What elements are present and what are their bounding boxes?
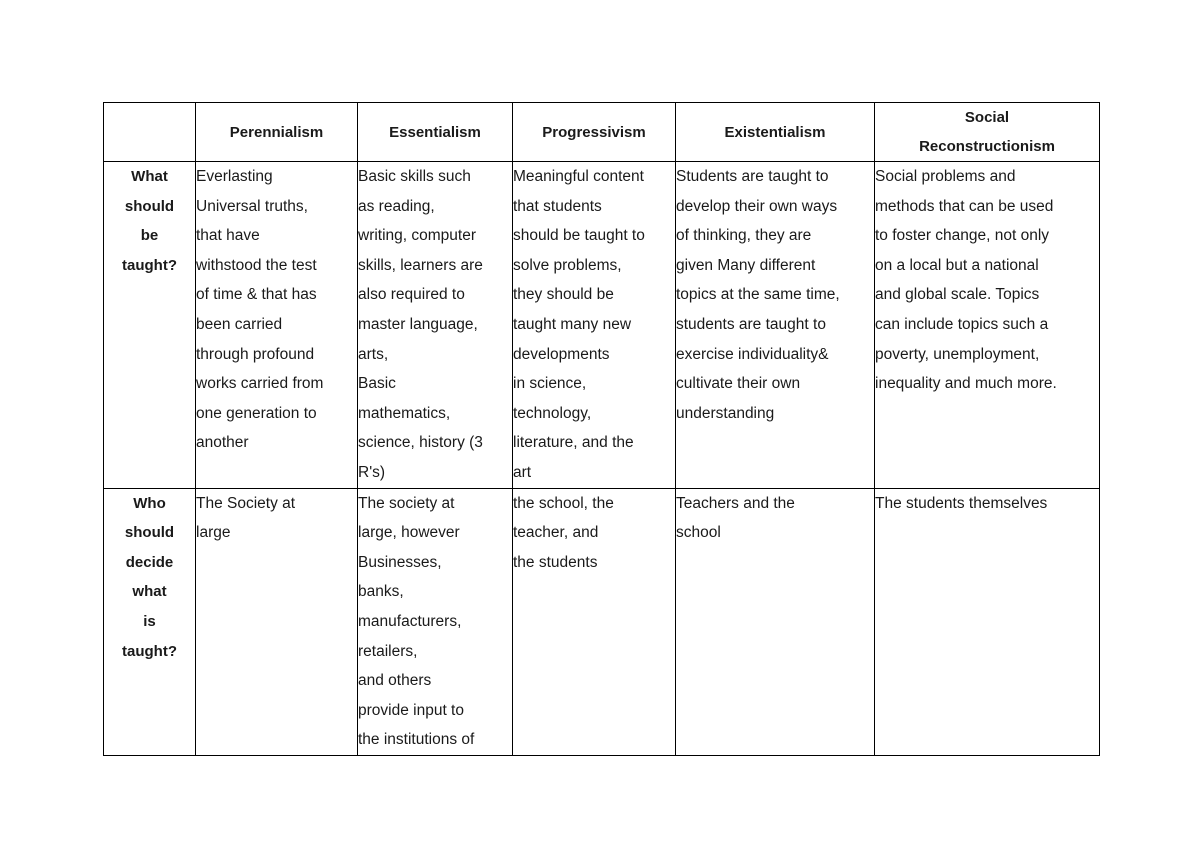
cell-line: taught many new [513,315,632,333]
cell-line: cultivate their own [676,375,801,393]
header-corner-cell [104,103,196,162]
cell-line: through profound [196,345,315,363]
cell-line: Meaningful content [513,168,644,185]
cell-line: developments [513,345,610,363]
header-social-reconstructionism [875,103,1100,162]
cell-line: large [196,524,231,542]
cell-line: students are taught to [676,315,826,333]
cell-line: on a local but a national [875,256,1039,274]
cell-line: can include topics such a [875,315,1049,333]
cell-line: What [131,168,168,185]
cell-existentialism-what [676,162,875,489]
cell-line: also required to [358,286,465,304]
cell-line: Businesses, [358,553,442,571]
row-label-what-should-be-taught [104,162,196,489]
cell-line: teacher, and [513,524,599,542]
cell-line: skills, learners are [358,256,483,274]
cell-line: understanding [676,404,775,422]
cell-line: they should be [513,286,614,304]
cell-line: works carried from [196,375,324,393]
philosophy-comparison-table [103,102,1100,756]
cell-line: Universal truths, [196,197,308,215]
cell-line: inequality and much more. [875,375,1057,393]
cell-line: Who [133,494,166,512]
table-row [104,488,1100,755]
cell-line: manufacturers, [358,612,462,630]
cell-line: school [676,524,721,542]
cell-line: should be taught to [513,227,645,245]
cell-line: the institutions of [358,731,475,749]
cell-line: exercise individuality& [676,345,829,363]
cell-line: master language, [358,315,478,333]
cell-line: arts, [358,345,389,363]
cell-essentialism-what [358,162,513,489]
cell-line: that have [196,227,260,245]
cell-line: should [124,197,175,215]
row-label-who-should-decide [104,488,196,755]
cell-line: the school, the [513,494,614,512]
cell-line: banks, [358,583,404,601]
table-row [104,162,1100,489]
header-existentialism: Existentialism [676,103,875,162]
cell-line: provide input to [358,701,464,719]
header-social-line-2: Reconstructionism [919,138,1055,155]
cell-line: solve problems, [513,256,622,274]
cell-line: Social problems and [875,168,1016,185]
cell-line: decide [125,553,174,571]
cell-line: taught? [122,642,177,660]
cell-perennialism-who [196,488,358,755]
cell-line: mathematics, [358,404,451,422]
cell-line: Everlasting [196,168,273,185]
cell-line: been carried [196,315,283,333]
cell-line: Teachers and the [676,494,795,512]
cell-line: taught? [122,256,177,274]
cell-line: what [132,583,167,601]
cell-line: the students [513,553,598,571]
cell-line: given Many different [676,256,816,274]
cell-line: topics at the same time, [676,286,840,304]
cell-line: methods that can be used [875,197,1054,215]
cell-line: as reading, [358,197,435,215]
cell-line: R's) [358,463,386,481]
cell-line: be [140,227,159,245]
cell-line: one generation to [196,404,317,422]
cell-perennialism-what [196,162,358,489]
cell-line: retailers, [358,642,418,660]
cell-line: Students are taught to [676,168,829,185]
cell-line: large, however [358,524,460,542]
cell-progressivism-who [513,488,676,755]
cell-line: another [196,434,249,452]
cell-line: to foster change, not only [875,227,1050,245]
cell-line: that students [513,197,602,215]
cell-line: of time & that has [196,286,317,304]
cell-line: withstood the test [196,256,317,274]
cell-line: poverty, unemployment, [875,345,1040,363]
cell-line: of thinking, they are [676,227,812,245]
header-social-line-1: Social [964,109,1010,126]
cell-line: Basic skills such [358,168,471,185]
cell-line: and global scale. Topics [875,286,1040,304]
cell-line: should [124,524,175,542]
cell-social-reconstructionism-what [875,162,1100,489]
cell-essentialism-who [358,488,513,755]
cell-line: develop their own ways [676,197,838,215]
cell-line: is [143,612,156,630]
cell-line: in science, [513,375,587,393]
cell-existentialism-who [676,488,875,755]
cell-line: art [513,463,532,481]
cell-line: Basic [358,375,396,393]
cell-progressivism-what [513,162,676,489]
cell-line: technology, [513,404,592,422]
header-progressivism: Progressivism [513,103,676,162]
table-header-row [104,103,1100,162]
header-perennialism: Perennialism [196,103,358,162]
cell-line: literature, and the [513,434,634,452]
cell-social-reconstructionism-who [875,488,1100,755]
header-essentialism: Essentialism [358,103,513,162]
cell-line: The society at [358,494,455,512]
cell-line: science, history (3 [358,434,483,452]
comparison-table-sheet [103,102,1099,749]
cell-line: The Society at [196,494,296,512]
cell-line: writing, computer [358,227,477,245]
cell-line: The students themselves [875,494,1048,512]
cell-line: and others [358,672,432,690]
